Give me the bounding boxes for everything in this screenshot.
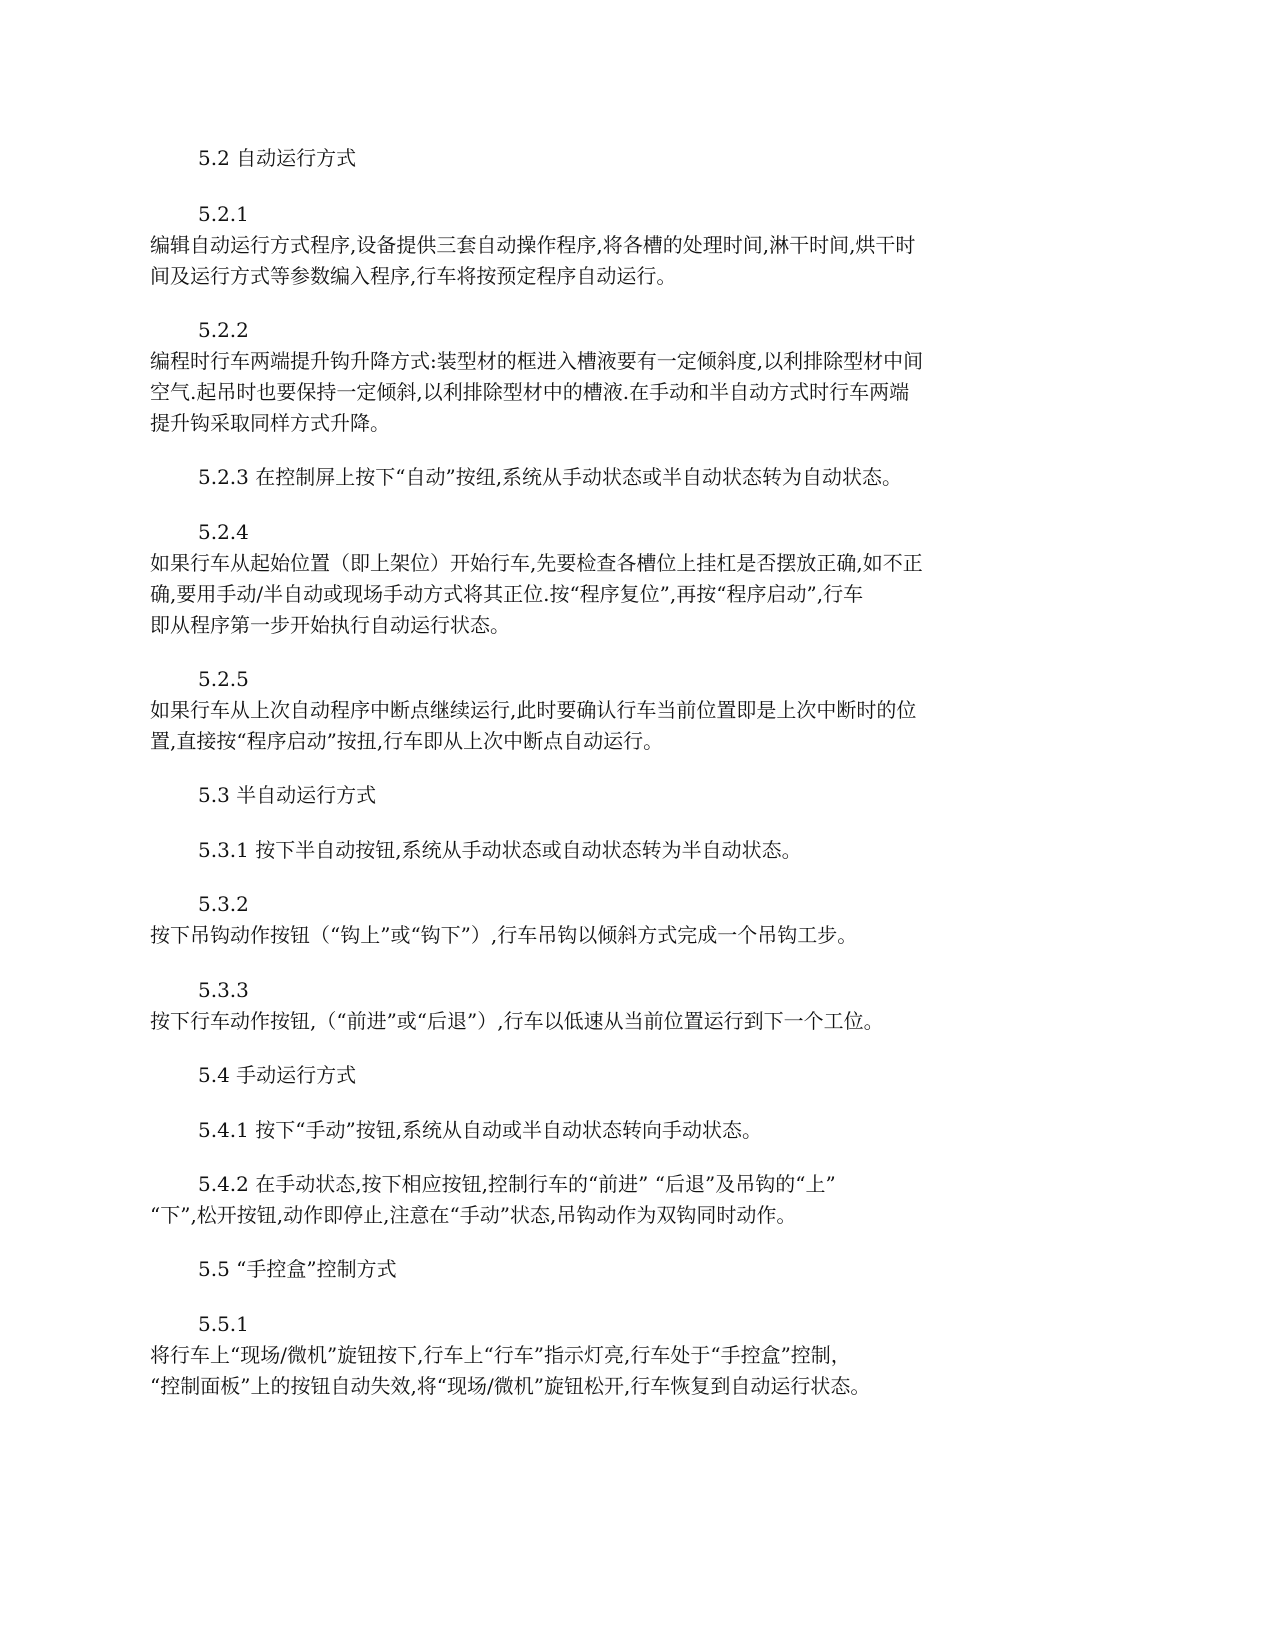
section-heading-5-4: 5.4 手动运行方式 bbox=[198, 1063, 357, 1087]
clause-number-5-3-3: 5.3.3 bbox=[198, 978, 249, 1002]
clause-number-5-2-4: 5.2.4 bbox=[198, 520, 249, 544]
paragraph-line: 空气.起吊时也要保持一定倾斜,以利排除型材中的槽液.在手动和半自动方式时行车两端 bbox=[150, 380, 910, 404]
clause-5-2-3: 5.2.3 在控制屏上按下“自动”按纽,系统从手动状态或半自动状态转为自动状态。 bbox=[198, 465, 903, 489]
paragraph-line: 编辑自动运行方式程序,设备提供三套自动操作程序,将各槽的处理时间,淋干时间,烘干时 bbox=[150, 233, 916, 257]
clause-number-5-2-5: 5.2.5 bbox=[198, 667, 249, 691]
paragraph-line: 确,要用手动/半自动或现场手动方式将其正位.按“程序复位”,再按“程序启动”,行车 bbox=[150, 582, 864, 606]
paragraph-line: 如果行车从上次自动程序中断点继续运行,此时要确认行车当前位置即是上次中断时的位 bbox=[150, 698, 917, 722]
paragraph-line: 间及运行方式等参数编入程序,行车将按预定程序自动运行。 bbox=[150, 264, 677, 288]
section-heading-5-3: 5.3 半自动运行方式 bbox=[198, 783, 377, 807]
section-heading-5-5: 5.5 “手控盒”控制方式 bbox=[198, 1257, 397, 1281]
paragraph-line: 置,直接按“程序启动”按扭,行车即从上次中断点自动运行。 bbox=[150, 729, 664, 753]
clause-number-5-2-1: 5.2.1 bbox=[198, 202, 249, 226]
clause-number-5-2-2: 5.2.2 bbox=[198, 318, 249, 342]
clause-number-5-3-2: 5.3.2 bbox=[198, 892, 249, 916]
clause-5-4-2: 5.4.2 在手动状态,按下相应按钮,控制行车的“前进” “后退”及吊钩的“上” bbox=[198, 1172, 836, 1196]
clause-number-5-5-1: 5.5.1 bbox=[198, 1312, 249, 1336]
clause-5-3-1: 5.3.1 按下半自动按钮,系统从手动状态或自动状态转为半自动状态。 bbox=[198, 838, 802, 862]
paragraph-line: 编程时行车两端提升钩升降方式:装型材的框进入槽液要有一定倾斜度,以利排除型材中间 bbox=[150, 349, 924, 373]
paragraph-line: “控制面板”上的按钮自动失效,将“现场/微机”旋钮松开,行车恢复到自动运行状态。 bbox=[150, 1374, 871, 1398]
paragraph-line: 将行车上“现场/微机”旋钮按下,行车上“行车”指示灯亮,行车处于“手控盒”控制， bbox=[150, 1343, 851, 1367]
paragraph-line: “下”,松开按钮,动作即停止,注意在“手动”状态,吊钩动作为双钩同时动作。 bbox=[150, 1203, 797, 1227]
paragraph-line: 按下行车动作按钮,（“前进”或“后退”）,行车以低速从当前位置运行到下一个工位。 bbox=[150, 1009, 884, 1033]
paragraph-line: 提升钩采取同样方式升降。 bbox=[150, 411, 390, 435]
section-heading-5-2: 5.2 自动运行方式 bbox=[198, 146, 357, 170]
paragraph-line: 即从程序第一步开始执行自动运行状态。 bbox=[150, 613, 510, 637]
clause-5-4-1: 5.4.1 按下“手动”按钮,系统从自动或半自动状态转向手动状态。 bbox=[198, 1118, 763, 1142]
paragraph-line: 按下吊钩动作按钮（“钩上”或“钩下”）,行车吊钩以倾斜方式完成一个吊钩工步。 bbox=[150, 923, 858, 947]
paragraph-line: 如果行车从起始位置（即上架位）开始行车,先要检查各槽位上挂杠是否摆放正确,如不正 bbox=[150, 551, 923, 575]
